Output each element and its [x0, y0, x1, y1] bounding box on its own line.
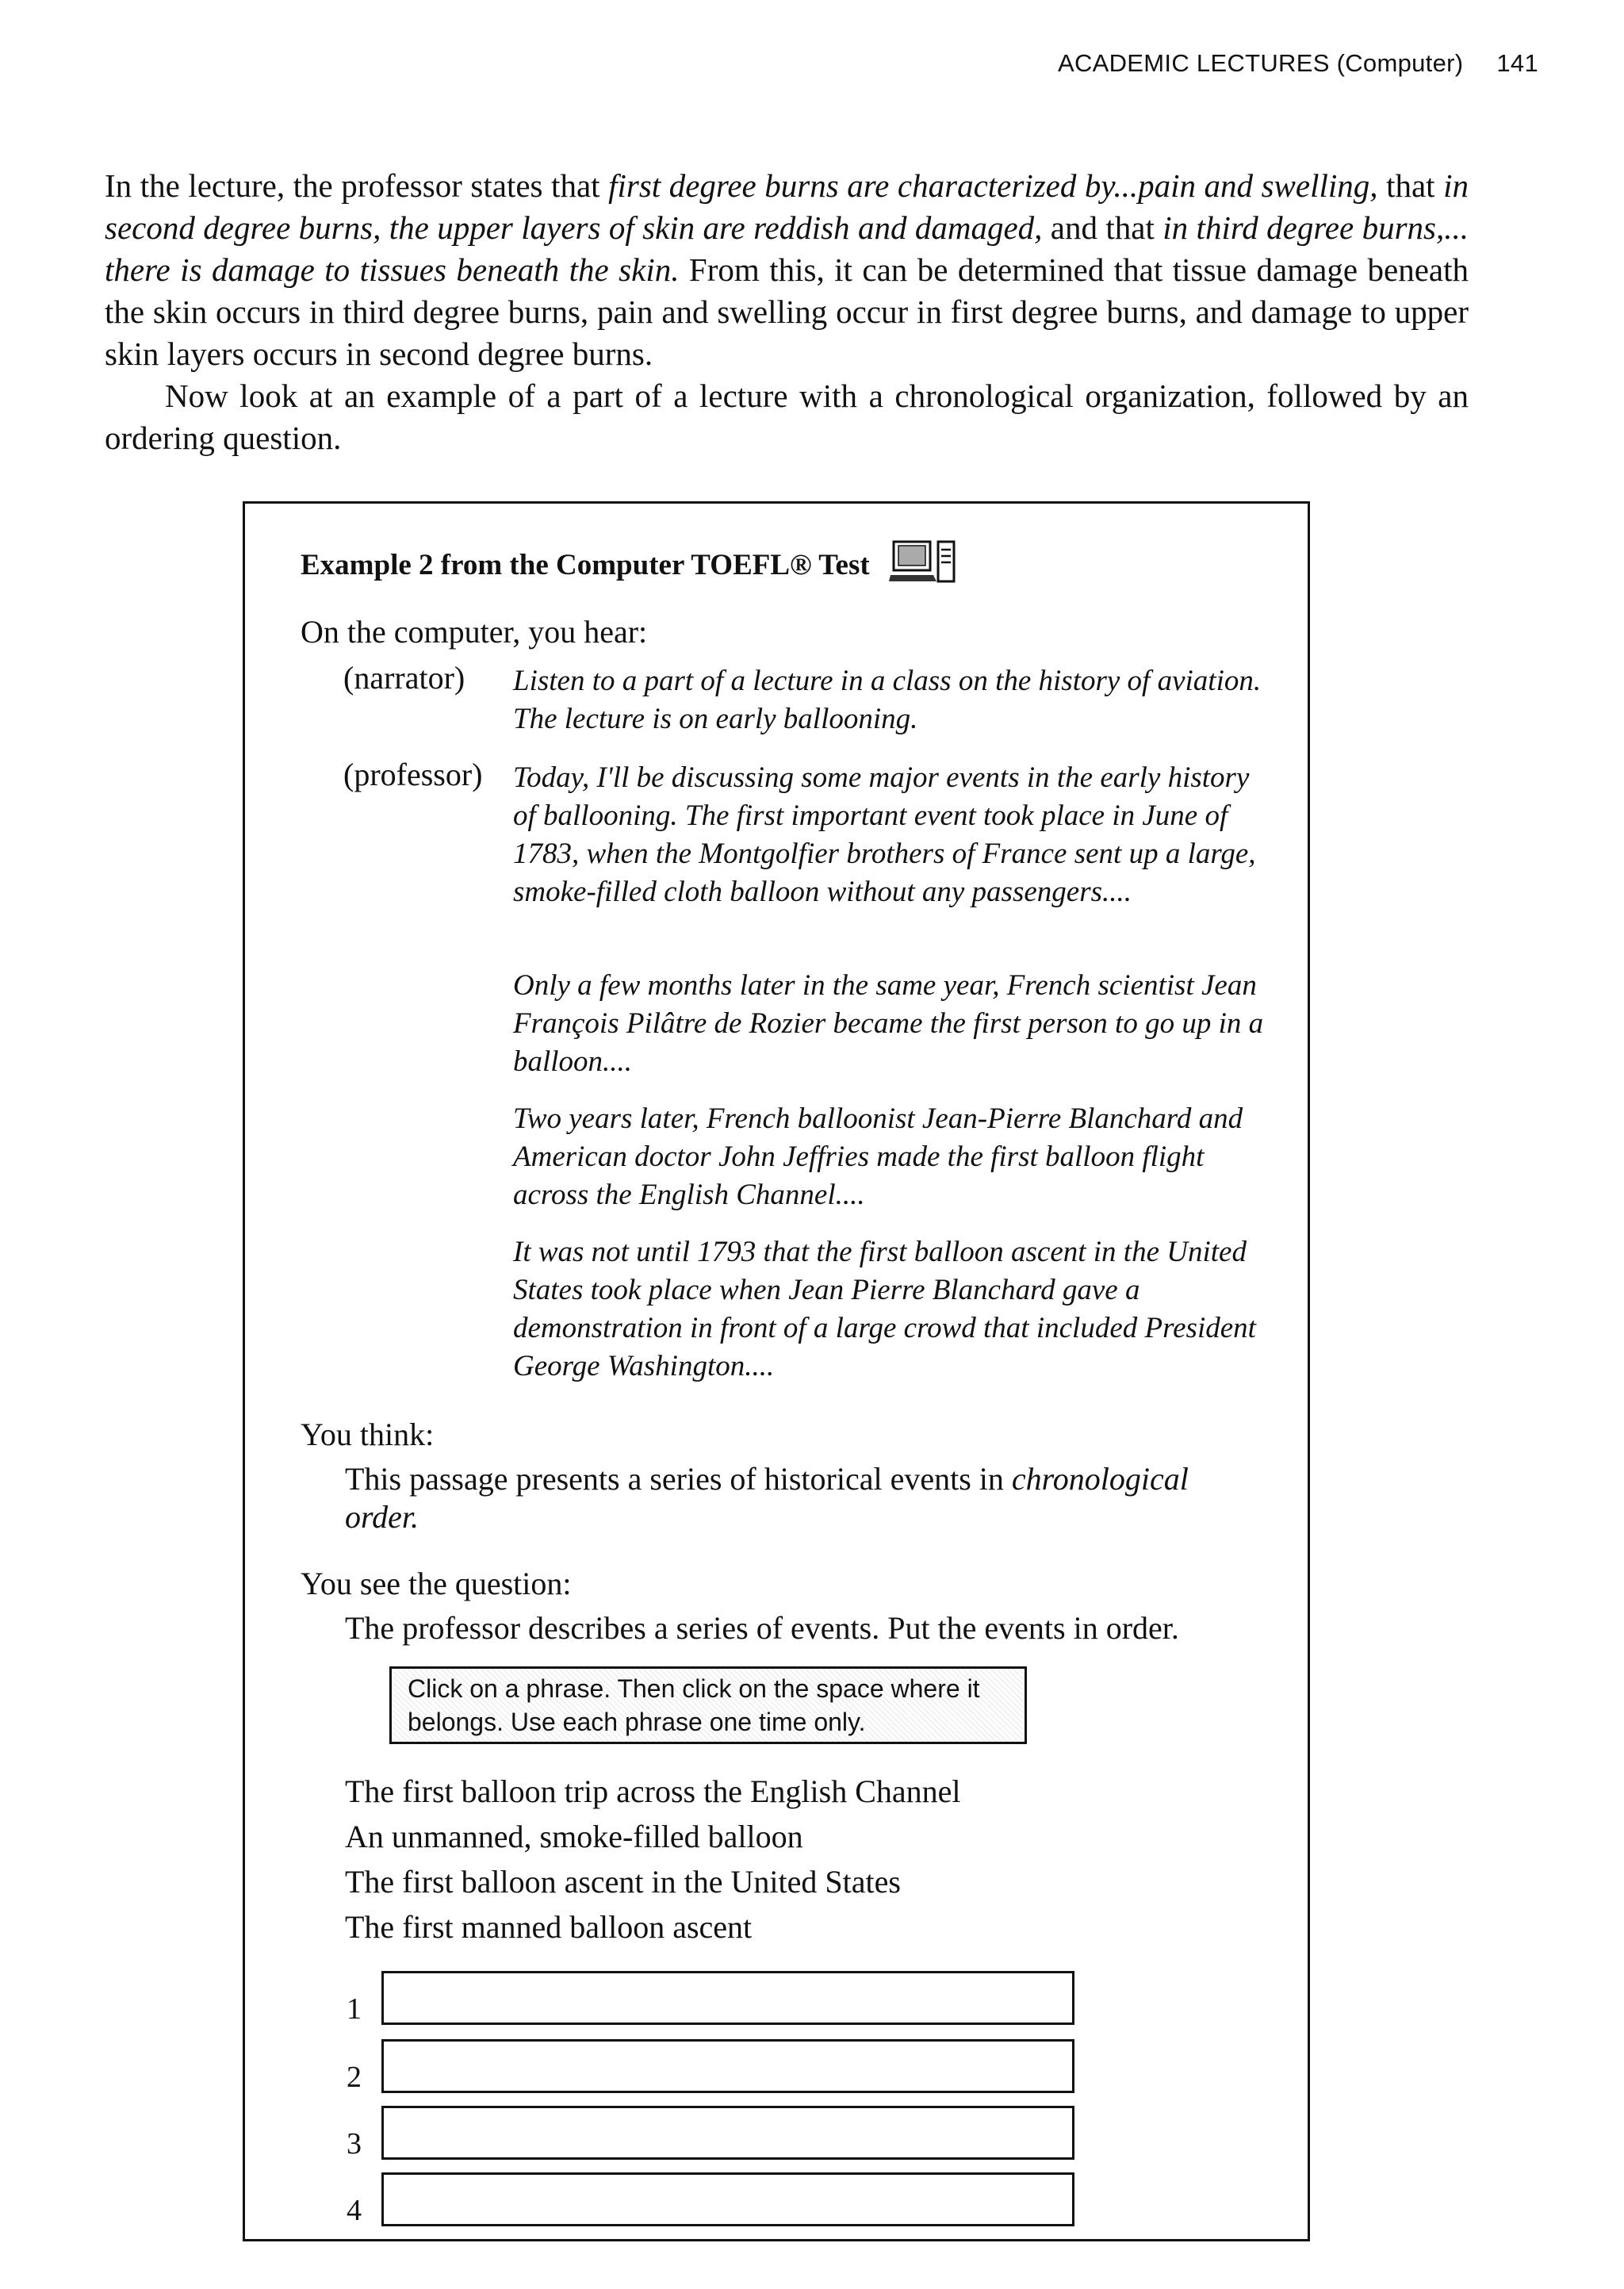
phrase-option[interactable]: The first balloon ascent in the United States	[345, 1864, 901, 1900]
quoted-lecture-text: first degree burns are characterized by...pain and swelling,	[608, 167, 1378, 204]
running-title: ACADEMIC LECTURES (Computer)	[1057, 49, 1464, 77]
professor-label: (professor)	[343, 757, 483, 792]
answer-slot-3[interactable]	[381, 2106, 1074, 2160]
running-header	[1058, 49, 1538, 78]
think-text-italic: chronological order.	[345, 1461, 1189, 1535]
slot-number: 1	[347, 1992, 362, 2026]
professor-paragraph-4: It was not until 1793 that the first balloon ascent in the United States took place when Jean Pierre Blanchard gave a demonstration in front of a large crowd that included President George Washington....	[513, 1236, 1256, 1382]
quoted-lecture-text: in third degree burns,... there is damage to tissues beneath the skin.	[105, 209, 1469, 288]
think-label: You think:	[301, 1417, 435, 1452]
professor-paragraph-2: Only a few months later in the same year, French scientist Jean François Pilâtre de Rozier became the first person to go up in a balloon....	[513, 969, 1264, 1078]
think-text	[345, 1460, 1257, 1536]
think-text-plain: This passage presents a series of historical events in	[345, 1461, 1012, 1497]
intro-paragraph-2: Now look at an example of a part of a lecture with a chronological organization, followed by an ordering question.	[105, 378, 1469, 456]
intro-text-run: From this, it can be determined that tissue damage beneath the skin occurs in third degree burns, pain and swelling occur in first degree burns, and damage to upper skin layers occurs in second degree burns.	[105, 251, 1469, 372]
question-text: The professor describes a series of events. Put the events in order.	[345, 1610, 1179, 1646]
computer-icon	[889, 539, 957, 591]
narrator-text: Listen to a part of a lecture in a class on the history of aviation. The lecture is on early ballooning.	[513, 665, 1262, 735]
example-title-text: Example 2 from the Computer TOEFL® Test	[301, 548, 870, 581]
intro-text	[105, 165, 1469, 459]
professor-paragraph-3: Two years later, French balloonist Jean-Pierre Blanchard and American doctor John Jeffries made the first balloon flight across the English Channel....	[513, 1102, 1243, 1211]
page-number: 141	[1496, 49, 1538, 77]
intro-text-run: and that	[1042, 209, 1163, 246]
intro-text-run: In the lecture, the professor states that	[105, 167, 609, 204]
example-title	[301, 539, 957, 591]
intro-text-run: that	[1377, 167, 1444, 204]
intro-paragraph-1	[105, 165, 1469, 375]
slot-number: 3	[347, 2127, 362, 2161]
phrase-option[interactable]: The first balloon trip across the English Channel	[345, 1773, 961, 1809]
answer-slot-2[interactable]	[381, 2039, 1074, 2093]
slot-number: 2	[347, 2061, 362, 2094]
hear-label: On the computer, you hear:	[301, 614, 648, 650]
quoted-lecture-text: in second degree burns, the upper layers of skin are reddish and damaged,	[105, 167, 1469, 246]
professor-paragraph-1: Today, I'll be discussing some major events in the early history of ballooning. The first important event took place in June of 1783, when the Montgolfier brothers of France sent up a large, smoke-filled cloth balloon without any passengers....	[513, 761, 1256, 908]
phrase-option[interactable]: An unmanned, smoke-filled balloon	[345, 1819, 803, 1854]
instruction-box: Click on a phrase. Then click on the space where it belongs. Use each phrase one time only.	[389, 1666, 1027, 1744]
phrase-option[interactable]: The first manned balloon ascent	[345, 1909, 753, 1945]
example-box	[243, 501, 1310, 2241]
question-label: You see the question:	[301, 1566, 572, 1601]
answer-slot-4[interactable]	[381, 2172, 1074, 2226]
answer-slot-1[interactable]	[381, 1971, 1074, 2025]
slot-number: 4	[347, 2194, 362, 2227]
narrator-label: (narrator)	[343, 660, 465, 696]
